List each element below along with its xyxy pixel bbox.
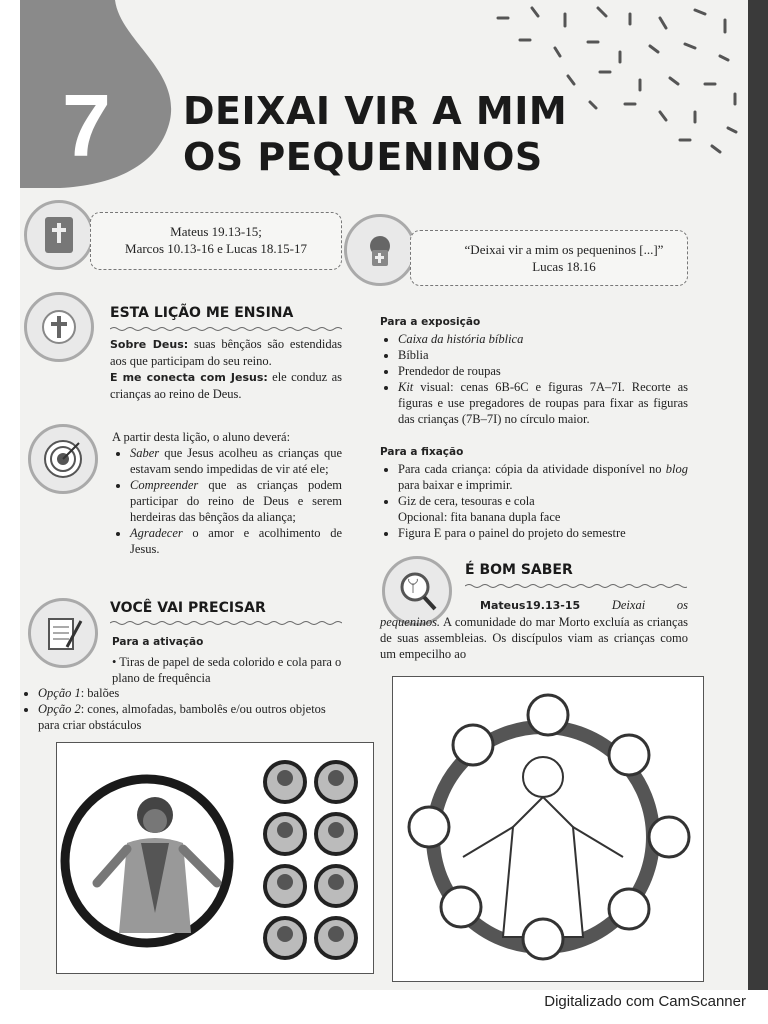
activity-illustration — [392, 676, 704, 982]
wave-divider — [465, 583, 687, 589]
praying-bible-icon — [344, 214, 416, 286]
target-icon — [28, 424, 98, 494]
option-item: • Opção 1: balões — [38, 685, 344, 701]
fixacao-item: • Para cada criança: cópia da atividade disponível no blog para baixar e imprimir. — [398, 461, 688, 493]
deus-text: suas bênçãos são estendidas aos que participam do seu reino. — [110, 337, 342, 368]
lesson-title-line2: OS PEQUENINOS — [183, 135, 543, 179]
bible-icon — [24, 200, 94, 270]
children-faces-grid — [258, 756, 358, 966]
wave-divider — [110, 326, 342, 332]
fixacao-item: • Giz de cera, tesouras e cola Opcional: fita banana dupla face — [398, 493, 688, 525]
ativacao-label: Para a ativação — [112, 636, 204, 648]
exposicao-item: • Prendedor de roupas — [398, 363, 688, 379]
checklist-pencil-icon — [28, 598, 98, 668]
objective-item: • Agradecer o amor e acolhimento de Jesus. — [130, 525, 342, 557]
cross-icon — [24, 292, 94, 362]
options-list — [20, 685, 344, 733]
fixacao-list — [380, 461, 688, 541]
jesus-text: ele conduz as crianças ao reino de Deus. — [110, 370, 343, 401]
passage-reference-box — [90, 212, 342, 270]
scan-edge-shadow — [748, 0, 768, 990]
objective-item: • Saber que Jesus acolheu as crianças que estavam sendo impedidas de vir até ele; — [130, 445, 342, 477]
document-page — [20, 0, 748, 990]
key-verse-text: “Deixai vir a mim os pequeninos [...]” — [464, 242, 664, 257]
section-heading-precisar: VOCÊ VAI PRECISAR — [110, 600, 266, 616]
exposicao-item: • Caixa da história bíblica — [398, 331, 688, 347]
section-heading-ensina: ESTA LIÇÃO ME ENSINA — [110, 305, 294, 321]
exposicao-item: • Kit visual: cenas 6B-6C e figuras 7A–7I. Recorte as figuras e use pregadores de roupas para fixar as figuras das crianças (7B–7I) no círculo maior. — [398, 379, 688, 427]
saber-text: Mateus19.13-15 Deixai os pequeninos. A comunidade do mar Morto excluía as crianças de suas assembleias. Os discípulos viam as crianças como um empecilho ao — [380, 598, 688, 661]
jesus-ring-figure — [393, 677, 703, 981]
deus-label: Sobre Deus: — [110, 338, 189, 351]
lesson-title-line1: DEIXAI VIR A MIM — [183, 89, 568, 133]
passage-line1: Mateus 19.13-15; — [170, 224, 262, 239]
wave-divider — [110, 620, 342, 626]
key-verse-box — [410, 230, 688, 286]
fixacao-label: Para a fixação — [380, 446, 464, 458]
scanner-watermark: Digitalizado com CamScanner — [544, 993, 746, 1010]
fixacao-item: • Figura E para o painel do projeto do semestre — [398, 525, 688, 541]
exposicao-list — [380, 331, 688, 427]
jesus-label: E me conecta com Jesus: — [110, 371, 268, 384]
passage-line2: Marcos 10.13-16 e Lucas 18.15-17 — [125, 241, 307, 256]
option-item: • Opção 2: cones, almofadas, bambolês e/ou outros objetos para criar obstáculos — [38, 701, 344, 733]
exposicao-item: • Bíblia — [398, 347, 688, 363]
exposicao-label: Para a exposição — [380, 316, 481, 328]
lesson-number: 7 — [62, 76, 111, 175]
objectives-list — [112, 429, 342, 557]
objectives-intro: A partir desta lição, o aluno deverá: — [112, 430, 291, 444]
key-verse-reference: Lucas 18.16 — [532, 259, 596, 274]
objective-item: • Compreender que as crianças podem participar do reino de Deus e serem herdeiras das bênçãos da aliança; — [130, 477, 342, 525]
ativacao-item: • Tiras de papel de seda colorido e cola para o plano de frequência — [112, 655, 342, 685]
ensina-text — [110, 336, 342, 402]
confetti-decoration — [480, 0, 748, 160]
section-heading-saber: É BOM SABER — [465, 562, 573, 578]
